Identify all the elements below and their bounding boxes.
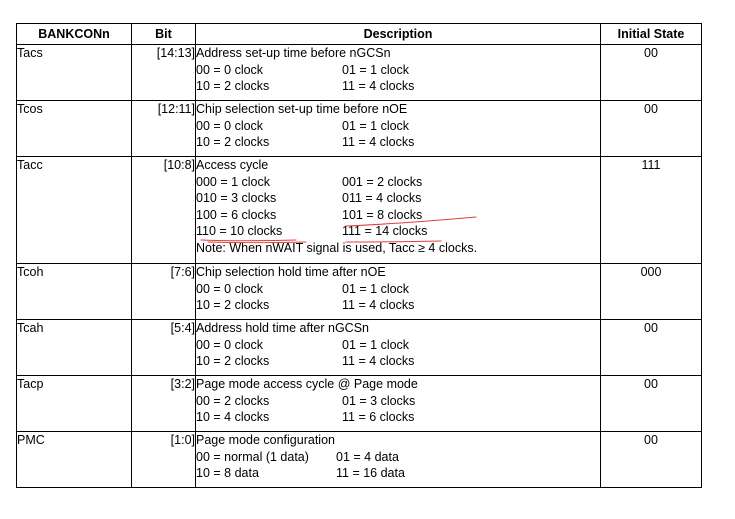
field-initial-state: 00 (601, 45, 702, 101)
option-value: 00 = 0 clock (196, 281, 264, 296)
register-row-tacc (17, 157, 702, 264)
header-bit: Bit (132, 24, 196, 45)
option-line (196, 393, 600, 410)
header-bankcon: BANKCONn (17, 24, 132, 45)
field-name: Tcos (17, 101, 132, 157)
field-description (196, 101, 601, 157)
option-line (196, 207, 600, 224)
option-value: 10 = 2 clocks (196, 79, 270, 93)
field-description (196, 432, 601, 488)
option-value: 10 = 2 clocks (196, 298, 270, 312)
option-value: 001 = 2 clocks (342, 174, 423, 189)
field-initial-state: 00 (601, 376, 702, 432)
option-value: 11 = 4 clocks (342, 354, 415, 368)
field-name: PMC (17, 432, 132, 488)
register-row-tcah (17, 320, 702, 376)
option-value: 10 = 8 data (196, 466, 259, 480)
option-value: 01 = 1 clock (342, 281, 410, 296)
header-description: Description (196, 24, 601, 45)
option-value: 101 = 8 clocks (342, 207, 423, 222)
description-title: Access cycle (196, 158, 269, 172)
option-value: 00 = 0 clock (196, 337, 264, 352)
option-value: 11 = 16 data (336, 466, 405, 480)
field-initial-state: 00 (601, 432, 702, 488)
field-description (196, 45, 601, 101)
field-bits: [10:8] (132, 157, 196, 264)
option-value: 010 = 3 clocks (196, 191, 277, 205)
option-value: 011 = 4 clocks (342, 191, 422, 205)
field-name: Tacc (17, 157, 132, 264)
description-title: Chip selection set-up time before nOE (196, 102, 408, 116)
option-value: 01 = 4 data (336, 449, 399, 464)
description-note: Note: When nWAIT signal is used, Tacc ≥ 4 clocks. (196, 240, 478, 255)
field-initial-state: 111 (601, 157, 702, 264)
register-row-tcos (17, 101, 702, 157)
field-initial-state: 00 (601, 320, 702, 376)
option-value: 110 = 10 clocks (196, 224, 283, 238)
field-bits: [12:11] (132, 101, 196, 157)
option-line (196, 449, 600, 466)
option-line (196, 134, 600, 151)
field-bits: [1:0] (132, 432, 196, 488)
option-line (196, 465, 600, 482)
option-value: 01 = 1 clock (342, 118, 410, 133)
field-name: Tcoh (17, 264, 132, 320)
field-bits: [3:2] (132, 376, 196, 432)
option-value: 100 = 6 clocks (196, 207, 277, 222)
field-description (196, 264, 601, 320)
field-bits: [14:13] (132, 45, 196, 101)
option-value: 00 = 0 clock (196, 118, 264, 133)
option-line (196, 223, 600, 240)
option-value: 000 = 1 clock (196, 174, 271, 189)
field-bits: [5:4] (132, 320, 196, 376)
option-value: 00 = normal (1 data) (196, 449, 309, 464)
field-initial-state: 00 (601, 101, 702, 157)
field-description (196, 157, 601, 264)
option-line (196, 174, 600, 191)
field-name: Tcah (17, 320, 132, 376)
register-row-tacp (17, 376, 702, 432)
field-description (196, 320, 601, 376)
option-value: 10 = 2 clocks (196, 135, 270, 149)
register-row-pmc (17, 432, 702, 488)
option-value: 11 = 4 clocks (342, 135, 415, 149)
field-description (196, 376, 601, 432)
description-title: Address set-up time before nGCSn (196, 46, 391, 60)
description-title: Page mode access cycle @ Page mode (196, 377, 418, 391)
option-line (196, 118, 600, 135)
field-name: Tacs (17, 45, 132, 101)
register-row-tacs (17, 45, 702, 101)
field-initial-state: 000 (601, 264, 702, 320)
option-line (196, 337, 600, 354)
option-line (196, 78, 600, 95)
description-title: Address hold time after nGCSn (196, 321, 369, 335)
header-row (17, 24, 702, 45)
description-title: Page mode configuration (196, 433, 335, 447)
option-line (196, 281, 600, 298)
option-line (196, 409, 600, 426)
option-value: 01 = 3 clocks (342, 393, 416, 408)
option-line (196, 297, 600, 314)
option-value: 11 = 6 clocks (342, 410, 415, 424)
option-value: 01 = 1 clock (342, 337, 410, 352)
option-value: 10 = 2 clocks (196, 354, 270, 368)
option-value: 11 = 4 clocks (342, 79, 415, 93)
option-line (196, 190, 600, 207)
field-bits: [7:6] (132, 264, 196, 320)
description-title: Chip selection hold time after nOE (196, 265, 386, 279)
option-value: 01 = 1 clock (342, 62, 410, 77)
field-name: Tacp (17, 376, 132, 432)
header-initial-state: Initial State (601, 24, 702, 45)
option-value: 10 = 4 clocks (196, 410, 270, 424)
option-value: 11 = 4 clocks (342, 298, 415, 312)
bankcon-register-table (16, 23, 702, 488)
option-value: 00 = 0 clock (196, 62, 264, 77)
option-value: 00 = 2 clocks (196, 393, 270, 408)
option-value: 111 = 14 clocks (342, 224, 428, 238)
option-line (196, 62, 600, 79)
register-row-tcoh (17, 264, 702, 320)
option-line (196, 353, 600, 370)
